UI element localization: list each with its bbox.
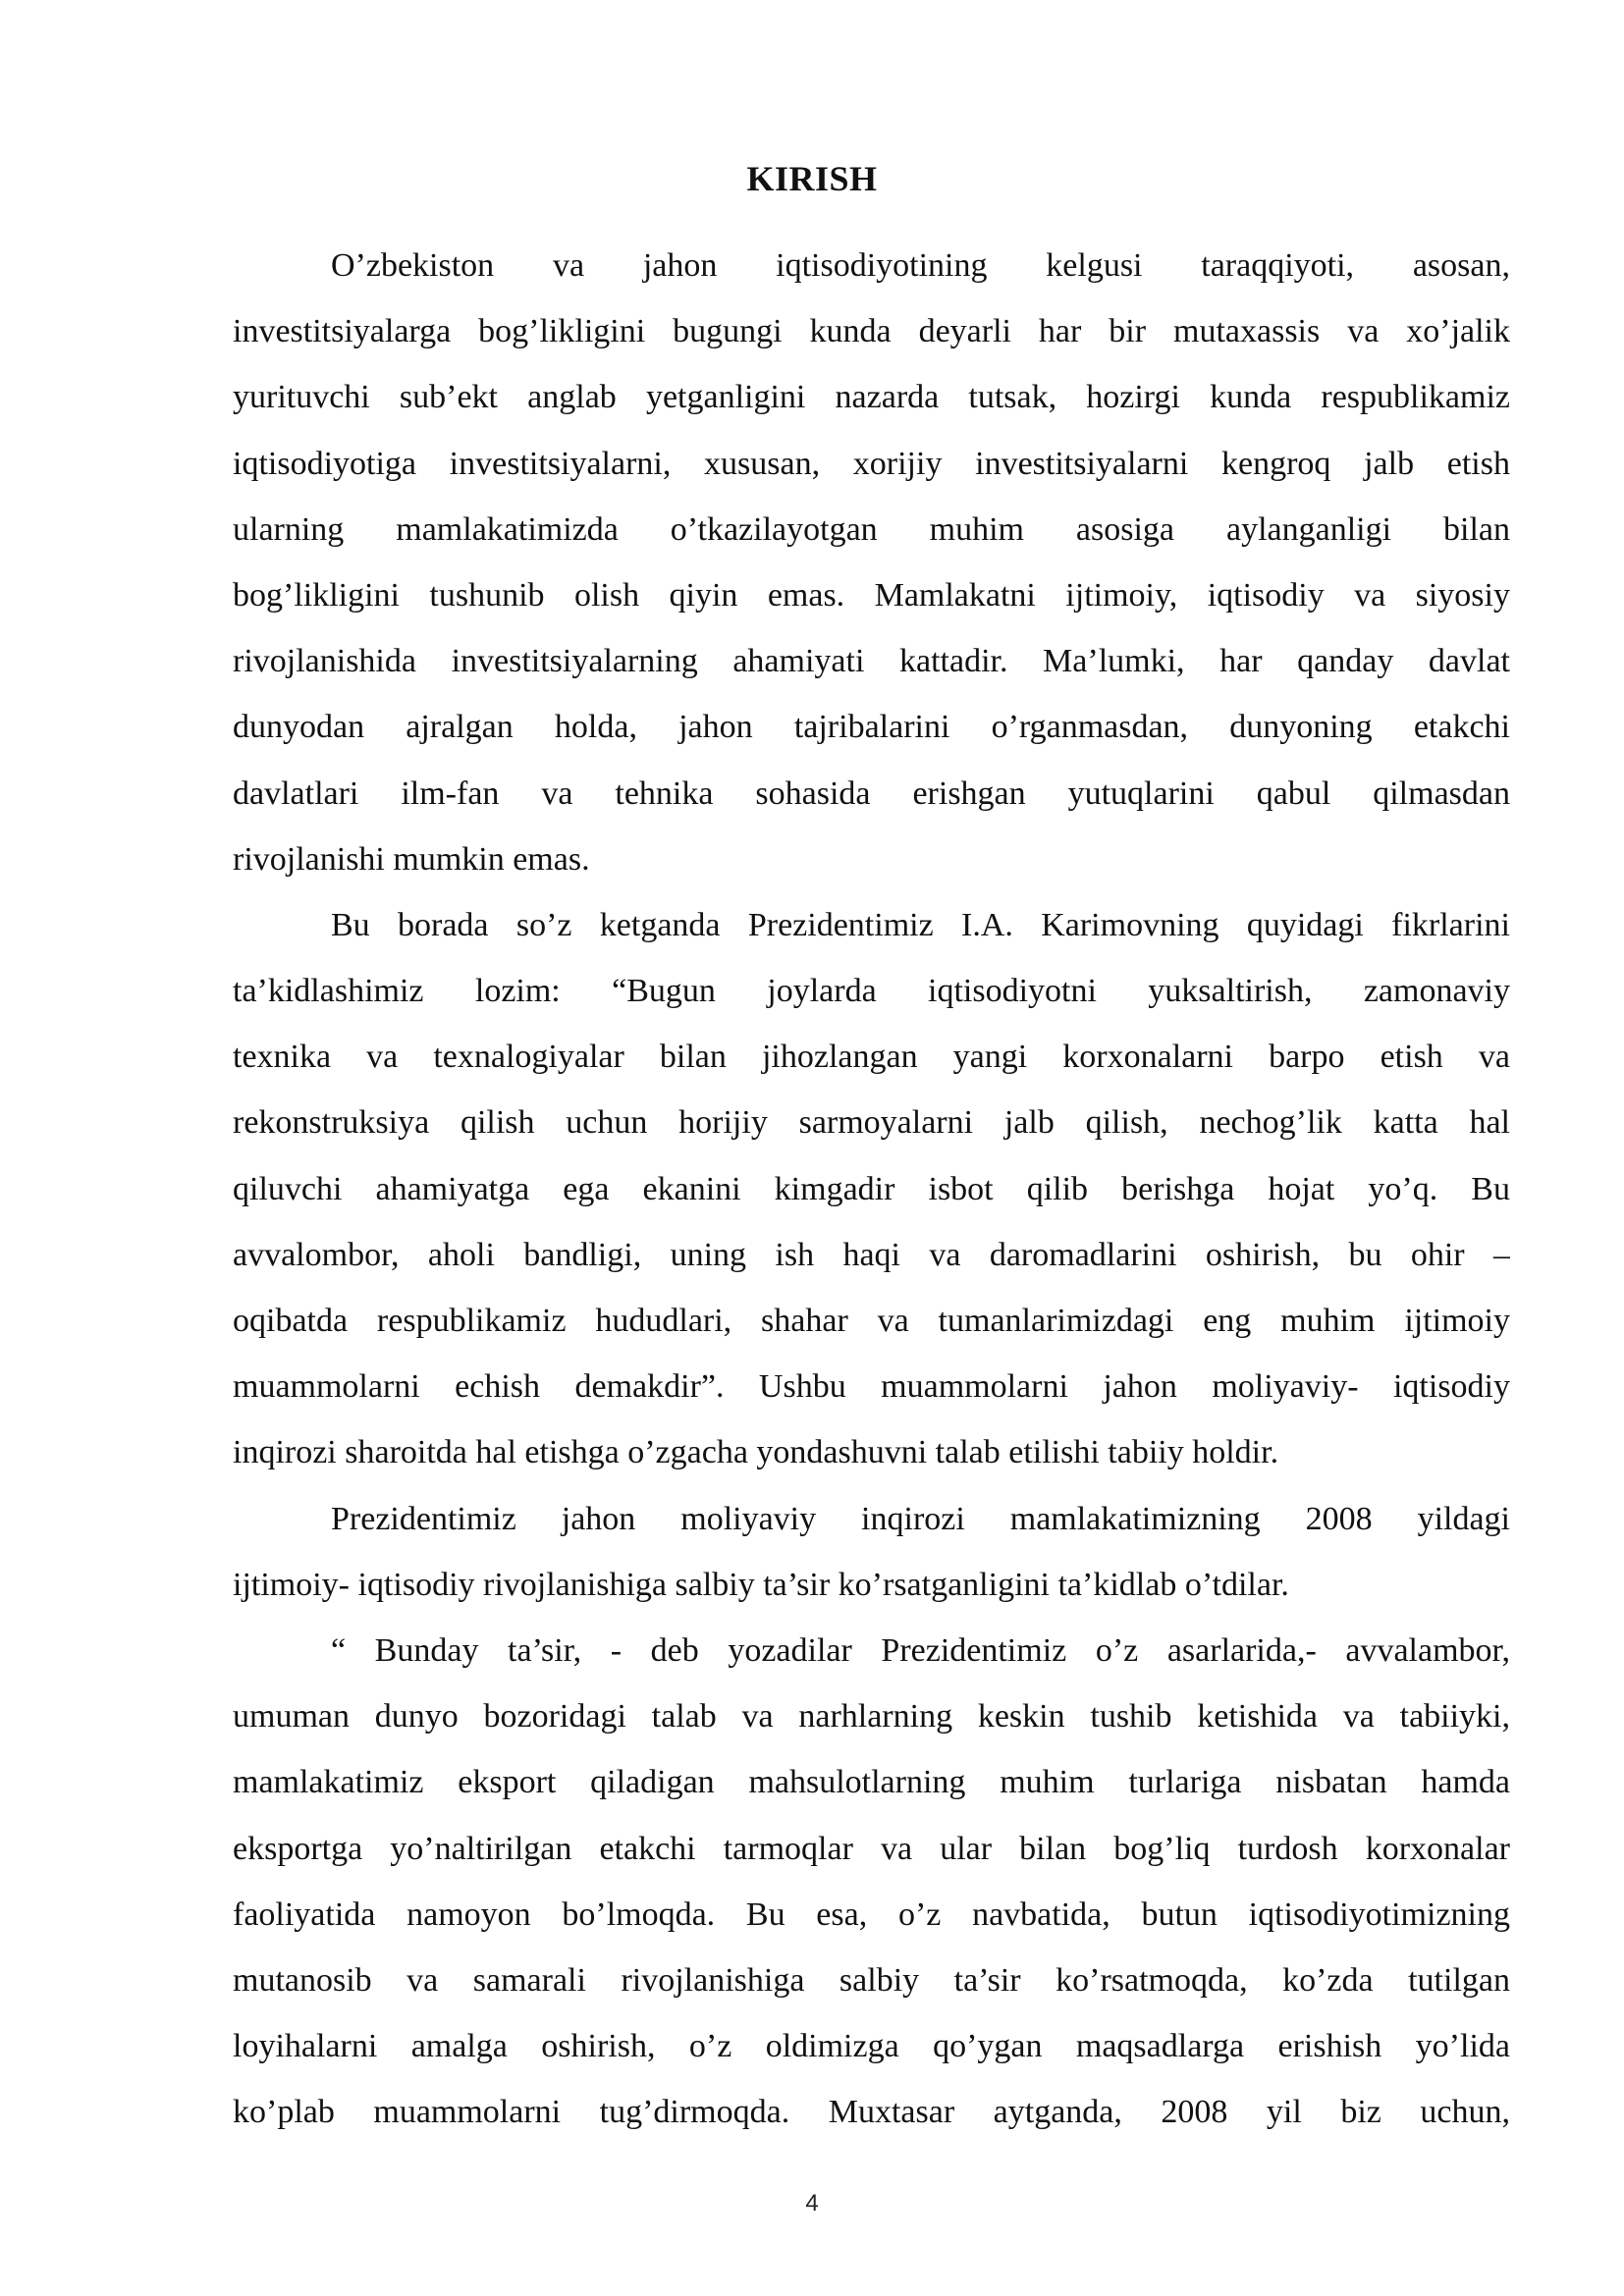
text-line: rekonstruksiya qilish uchun horijiy sarmoyalarni jalb qilish, nechog’lik katta hal bbox=[233, 1104, 1510, 1142]
text-line: “ Bunday ta’sir, - deb yozadilar Prezidentimiz o’z asarlarida,- avvalambor, bbox=[331, 1631, 1510, 1669]
text-line: investitsiyalarga bog’likligini bugungi kunda deyarli har bir mutaxassis va xo’jalik bbox=[233, 313, 1510, 350]
text-line: iqtisodiyotiga investitsiyalarni, xususan, xorijiy investitsiyalarni kengroq jalb etish bbox=[233, 445, 1510, 482]
text-line: ko’plab muammolarni tug’dirmoqda. Muxtasar aytganda, 2008 yil biz uchun, bbox=[233, 2094, 1510, 2131]
text-line: yurituvchi sub’ekt anglab yetganligini nazarda tutsak, hozirgi kunda respublikamiz bbox=[233, 379, 1510, 416]
text-line: dunyodan ajralgan holda, jahon tajribalarini o’rganmasdan, dunyoning etakchi bbox=[233, 709, 1510, 746]
text-line: bog’likligini tushunib olish qiyin emas. Mamlakatni ijtimoiy, iqtisodiy va siyosiy bbox=[233, 576, 1510, 614]
text-line: Bu borada so’z ketganda Prezidentimiz I.A. Karimovning quyidagi fikrlarini bbox=[331, 906, 1510, 943]
text-line: inqirozi sharoitda hal etishga o’zgacha yondashuvni talab etilishi tabiiy holdir. bbox=[233, 1434, 1279, 1471]
text-line: texnika va texnalogiyalar bilan jihozlangan yangi korxonalarni barpo etish va bbox=[233, 1039, 1510, 1076]
text-line: faoliyatida namoyon bo’lmoqda. Bu esa, o’z navbatida, butun iqtisodiyotimizning bbox=[233, 1896, 1510, 1933]
text-line: Prezidentimiz jahon moliyaviy inqirozi mamlakatimizning 2008 yildagi bbox=[331, 1500, 1510, 1537]
body-text bbox=[233, 233, 1510, 2145]
text-line: rivojlanishida investitsiyalarning ahamiyati kattadir. Ma’lumki, har qanday davlat bbox=[233, 643, 1510, 680]
text-line: umuman dunyo bozoridagi talab va narhlarning keskin tushib ketishida va tabiiyki, bbox=[233, 1698, 1510, 1735]
text-line: mutanosib va samarali rivojlanishiga salbiy ta’sir ko’rsatmoqda, ko’zda tutilgan bbox=[233, 1961, 1510, 1999]
text-line: davlatlari ilm-fan va tehnika sohasida erishgan yutuqlarini qabul qilmasdan bbox=[233, 774, 1510, 812]
text-line: O’zbekiston va jahon iqtisodiyotining kelgusi taraqqiyoti, asosan, bbox=[331, 247, 1510, 284]
text-line: mamlakatimiz eksport qiladigan mahsulotlarning muhim turlariga nisbatan hamda bbox=[233, 1764, 1510, 1801]
text-line: rivojlanishi mumkin emas. bbox=[233, 840, 590, 878]
text-line: avvalombor, aholi bandligi, uning ish haqi va daromadlarini oshirish, bu ohir – bbox=[233, 1236, 1510, 1273]
section-heading: KIRISH bbox=[746, 159, 878, 198]
text-line: qiluvchi ahamiyatga ega ekanini kimgadir isbot qilib berishga hojat yo’q. Bu bbox=[233, 1170, 1510, 1207]
text-line: oqibatda respublikamiz hududlari, shahar va tumanlarimizdagi eng muhim ijtimoiy bbox=[233, 1303, 1510, 1339]
text-line: ijtimoiy- iqtisodiy rivojlanishiga salbiy ta’sir ko’rsatganligini ta’kidlab o’tdilar. bbox=[233, 1566, 1289, 1603]
text-line: eksportga yo’naltirilgan etakchi tarmoqlar va ular bilan bog’liq turdosh korxonalar bbox=[233, 1830, 1510, 1867]
text-line: loyihalarni amalga oshirish, o’z oldimizga qo’ygan maqsadlarga erishish yo’lida bbox=[233, 2028, 1510, 2065]
page-number: 4 bbox=[805, 2190, 819, 2216]
text-line: ta’kidlashimiz lozim: “Bugun joylarda iqtisodiyotni yuksaltirish, zamonaviy bbox=[233, 973, 1510, 1010]
text-line: ularning mamlakatimizda o’tkazilayotgan muhim asosiga aylanganligi bilan bbox=[233, 510, 1510, 548]
text-line: muammolarni echish demakdir”. Ushbu muammolarni jahon moliyaviy- iqtisodiy bbox=[233, 1368, 1510, 1406]
